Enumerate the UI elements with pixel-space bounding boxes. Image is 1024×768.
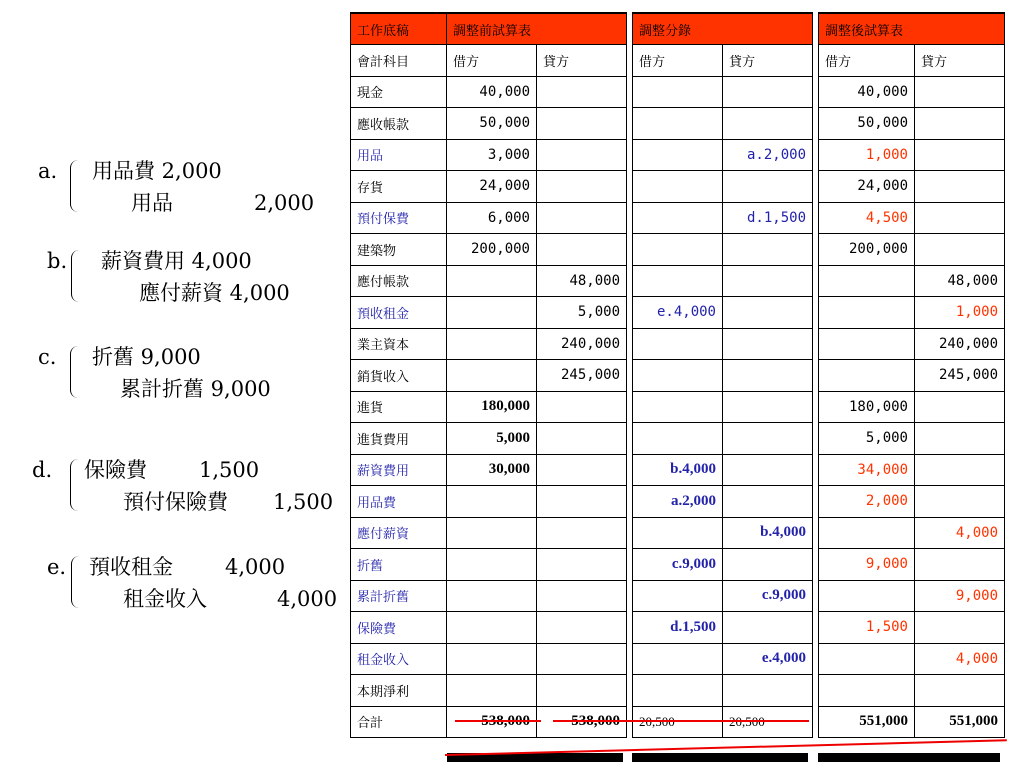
adj-debit-cell [633, 76, 723, 108]
pre-credit-cell [537, 108, 627, 140]
pre-credit-cell [537, 423, 627, 455]
adj-debit-cell [633, 580, 723, 612]
table-subheader-row [819, 45, 1005, 77]
pre-credit-cell: 245,000 [537, 360, 627, 392]
pre-credit-cell [537, 612, 627, 644]
table-row [351, 265, 627, 297]
pre-credit-cell: 240,000 [537, 328, 627, 360]
account-name-cell: 預收租金 [351, 297, 447, 329]
pre-debit-cell: 180,000 [447, 391, 537, 423]
pre-credit-cell [537, 202, 627, 234]
entry-credit-amount: 2,000 [254, 191, 315, 215]
adj-credit-cell [723, 454, 813, 486]
pre-debit-cell [447, 486, 537, 518]
adj-debit-cell [633, 517, 723, 549]
table-row [633, 202, 813, 234]
table-row [351, 139, 627, 171]
underline-mark [553, 720, 809, 722]
credit-header: 貸方 [723, 45, 813, 77]
table-subheader-row [633, 45, 813, 77]
account-name-cell: 薪資費用 [351, 454, 447, 486]
pre-credit-cell [537, 643, 627, 675]
pre-credit-cell [537, 234, 627, 266]
adj-debit-cell: a.2,000 [633, 486, 723, 518]
table-row [633, 675, 813, 707]
entry-letter: c. [38, 345, 57, 369]
adj-credit-cell [723, 265, 813, 297]
post-debit-cell: 9,000 [819, 549, 915, 581]
pre-debit-cell: 40,000 [447, 76, 537, 108]
account-name-cell: 應付帳款 [351, 265, 447, 297]
pre-debit-cell [447, 549, 537, 581]
adj-credit-cell [723, 360, 813, 392]
pre-debit-cell [447, 265, 537, 297]
pre-debit-cell: 6,000 [447, 202, 537, 234]
table-row [351, 108, 627, 140]
post-debit-cell: 180,000 [819, 391, 915, 423]
underline-mark [455, 720, 541, 722]
table-row [819, 549, 1005, 581]
adj-debit-cell [633, 328, 723, 360]
table-row [351, 171, 627, 203]
account-name-cell: 業主資本 [351, 328, 447, 360]
adj-credit-cell [723, 612, 813, 644]
table-row [351, 675, 627, 707]
table-row [819, 391, 1005, 423]
table-row [819, 171, 1005, 203]
debit-header: 借方 [447, 45, 537, 77]
post-debit-cell [819, 328, 915, 360]
post-credit-cell [915, 76, 1005, 108]
adj-credit-cell [723, 297, 813, 329]
table-row [351, 612, 627, 644]
debit-header: 借方 [819, 45, 915, 77]
entry-letter: d. [32, 458, 53, 482]
brace-icon [70, 160, 79, 212]
table-header-row [819, 13, 1005, 45]
table-row [819, 454, 1005, 486]
adj-debit-cell [633, 108, 723, 140]
pre-credit-cell [537, 139, 627, 171]
account-name-cell: 應付薪資 [351, 517, 447, 549]
table-row [819, 517, 1005, 549]
post-debit-cell: 4,500 [819, 202, 915, 234]
table-row [633, 234, 813, 266]
table-row [351, 202, 627, 234]
adj-debit-cell: b.4,000 [633, 454, 723, 486]
account-name-cell: 存貨 [351, 171, 447, 203]
adj-debit-cell [633, 643, 723, 675]
brace-icon [71, 250, 80, 302]
adj-credit-cell [723, 675, 813, 707]
account-name-cell: 保險費 [351, 612, 447, 644]
pre-debit-cell [447, 580, 537, 612]
post-credit-cell: 240,000 [915, 328, 1005, 360]
debit-header: 借方 [633, 45, 723, 77]
entry-b [47, 246, 347, 310]
post-debit-cell [819, 517, 915, 549]
pre-debit-cell: 24,000 [447, 171, 537, 203]
post-debit-cell [819, 360, 915, 392]
table-row [819, 486, 1005, 518]
credit-header: 貸方 [915, 45, 1005, 77]
table-row [819, 297, 1005, 329]
entry-debit-line: 折舊 9,000 [92, 345, 201, 369]
post-credit-cell: 4,000 [915, 643, 1005, 675]
table-row [633, 328, 813, 360]
post-credit-cell [915, 549, 1005, 581]
table-row [351, 454, 627, 486]
entry-credit-amount: 1,500 [273, 490, 334, 514]
adj-debit-cell [633, 202, 723, 234]
post-debit-cell: 40,000 [819, 76, 915, 108]
table-row [633, 423, 813, 455]
adj-credit-cell: c.9,000 [723, 580, 813, 612]
table-row [633, 360, 813, 392]
brace-icon [70, 346, 79, 398]
adj-debit-cell [633, 423, 723, 455]
pre-credit-cell [537, 171, 627, 203]
post-debit-cell: 5,000 [819, 423, 915, 455]
adj-debit-cell: e.4,000 [633, 297, 723, 329]
post-trial-header: 調整後試算表 [819, 13, 1005, 45]
adj-credit-cell: d.1,500 [723, 202, 813, 234]
post-credit-cell [915, 612, 1005, 644]
entry-e [47, 552, 347, 616]
adj-debit-cell [633, 675, 723, 707]
table-row [819, 108, 1005, 140]
post-credit-cell [915, 675, 1005, 707]
account-name-cell: 進貨 [351, 391, 447, 423]
adj-credit-cell [723, 391, 813, 423]
pre-credit-cell [537, 486, 627, 518]
adj-debit-cell [633, 139, 723, 171]
entry-credit-amount: 4,000 [277, 587, 338, 611]
table-row [351, 423, 627, 455]
table-row [633, 612, 813, 644]
entry-debit-line: 薪資費用 4,000 [101, 249, 252, 273]
table-row [351, 643, 627, 675]
post-credit-cell [915, 139, 1005, 171]
pre-credit-cell [537, 517, 627, 549]
account-name-cell: 用品費 [351, 486, 447, 518]
adj-credit-cell: a.2,000 [723, 139, 813, 171]
post-credit-cell [915, 234, 1005, 266]
entry-debit-amount: 4,000 [225, 555, 286, 579]
post-debit-cell: 1,000 [819, 139, 915, 171]
table-row [819, 328, 1005, 360]
table-row [633, 454, 813, 486]
table-row [633, 517, 813, 549]
pre-credit-cell [537, 391, 627, 423]
adj-credit-cell [723, 549, 813, 581]
account-name-cell: 銷貨收入 [351, 360, 447, 392]
post-credit-cell [915, 486, 1005, 518]
account-name-cell: 累計折舊 [351, 580, 447, 612]
entry-credit-account: 用品 [131, 191, 173, 215]
adj-debit-cell: d.1,500 [633, 612, 723, 644]
adj-credit-cell [723, 76, 813, 108]
table-row [819, 202, 1005, 234]
post-debit-cell: 2,000 [819, 486, 915, 518]
table-row [351, 234, 627, 266]
brace-icon [71, 556, 80, 608]
pre-credit-cell [537, 580, 627, 612]
table-row [351, 517, 627, 549]
table-row [819, 234, 1005, 266]
post-debit-cell [819, 580, 915, 612]
pre-debit-cell [447, 297, 537, 329]
pre-credit-cell [537, 76, 627, 108]
adj-credit-cell [723, 108, 813, 140]
table-row [633, 580, 813, 612]
table-bottom-bar [818, 753, 1000, 762]
entry-debit-line: 用品費 2,000 [92, 159, 222, 183]
post-credit-cell: 48,000 [915, 265, 1005, 297]
table-row [633, 486, 813, 518]
pre-debit-cell [447, 517, 537, 549]
account-name-cell: 現金 [351, 76, 447, 108]
post-debit-cell: 200,000 [819, 234, 915, 266]
table-row [633, 549, 813, 581]
account-name-cell: 進貨費用 [351, 423, 447, 455]
entry-c [38, 342, 338, 406]
post-debit-cell [819, 265, 915, 297]
post-debit-cell: 50,000 [819, 108, 915, 140]
adj-credit-cell [723, 423, 813, 455]
adj-credit-cell [723, 234, 813, 266]
post-credit-cell [915, 454, 1005, 486]
post-credit-cell [915, 391, 1005, 423]
account-name-cell: 租金收入 [351, 643, 447, 675]
post-debit-cell: 24,000 [819, 171, 915, 203]
brace-icon [70, 459, 79, 511]
table-row [633, 76, 813, 108]
table-row [633, 265, 813, 297]
post-credit-cell [915, 171, 1005, 203]
post-credit-cell [915, 108, 1005, 140]
credit-header: 貸方 [537, 45, 627, 77]
table-row [351, 360, 627, 392]
adj-debit-cell [633, 234, 723, 266]
table-header-row [633, 13, 813, 45]
table-row [633, 643, 813, 675]
account-name-cell: 用品 [351, 139, 447, 171]
adj-debit-cell [633, 391, 723, 423]
table-row [819, 423, 1005, 455]
table-row [819, 139, 1005, 171]
entry-letter: a. [38, 159, 58, 183]
pre-debit-cell [447, 612, 537, 644]
account-name-cell: 應收帳款 [351, 108, 447, 140]
adj-debit-cell [633, 360, 723, 392]
table-row [819, 580, 1005, 612]
account-name-cell: 預付保費 [351, 202, 447, 234]
adj-debit-cell: c.9,000 [633, 549, 723, 581]
post-credit-total: 551,000 [915, 706, 1005, 738]
entry-d [32, 455, 342, 519]
post-debit-cell [819, 675, 915, 707]
table-subheader-row [351, 45, 627, 77]
table-row [819, 360, 1005, 392]
entry-credit-account: 租金收入 [123, 587, 207, 611]
table-row [819, 265, 1005, 297]
pre-debit-cell [447, 675, 537, 707]
table-row [633, 108, 813, 140]
post-credit-cell: 9,000 [915, 580, 1005, 612]
entry-letter: b. [47, 249, 68, 273]
totals-label: 合計 [351, 706, 447, 738]
post-debit-cell: 1,500 [819, 612, 915, 644]
table-row [351, 486, 627, 518]
pre-debit-cell: 30,000 [447, 454, 537, 486]
entry-debit-account: 預收租金 [89, 555, 173, 579]
adjustments-header: 調整分錄 [633, 13, 813, 45]
table-row [351, 549, 627, 581]
worksheet-header: 工作底稿 [351, 13, 447, 45]
adj-credit-cell [723, 486, 813, 518]
entry-a [38, 156, 338, 220]
account-header: 會計科目 [351, 45, 447, 77]
entry-debit-account: 保險費 [84, 458, 147, 482]
table-row [819, 612, 1005, 644]
pre-credit-cell [537, 549, 627, 581]
pre-debit-cell: 50,000 [447, 108, 537, 140]
table-row [633, 297, 813, 329]
post-credit-cell: 245,000 [915, 360, 1005, 392]
adj-debit-cell [633, 171, 723, 203]
table-row [351, 391, 627, 423]
entry-credit-line: 累計折舊 9,000 [120, 377, 271, 401]
post-debit-total: 551,000 [819, 706, 915, 738]
pre-trial-header: 調整前試算表 [447, 13, 627, 45]
table-row [351, 328, 627, 360]
adj-credit-cell [723, 171, 813, 203]
post-debit-cell: 34,000 [819, 454, 915, 486]
post-credit-cell: 4,000 [915, 517, 1005, 549]
table-row [633, 139, 813, 171]
entry-credit-line: 應付薪資 4,000 [139, 281, 290, 305]
adjusting-entries-table [632, 12, 813, 738]
entry-letter: e. [47, 555, 67, 579]
post-credit-cell [915, 202, 1005, 234]
pre-debit-cell [447, 360, 537, 392]
pre-debit-cell: 3,000 [447, 139, 537, 171]
account-name-cell: 本期淨利 [351, 675, 447, 707]
table-row [819, 675, 1005, 707]
table-row [819, 643, 1005, 675]
pre-adjustment-trial-balance-table [350, 12, 627, 738]
account-name-cell: 建築物 [351, 234, 447, 266]
table-bottom-bar [632, 753, 808, 762]
table-row [351, 580, 627, 612]
table-header-row [351, 13, 627, 45]
table-row [633, 391, 813, 423]
pre-debit-cell [447, 643, 537, 675]
post-debit-cell [819, 297, 915, 329]
entry-debit-amount: 1,500 [199, 458, 260, 482]
table-row [633, 171, 813, 203]
post-debit-cell [819, 643, 915, 675]
adj-credit-cell: b.4,000 [723, 517, 813, 549]
table-row [351, 297, 627, 329]
pre-credit-cell [537, 454, 627, 486]
post-credit-cell [915, 423, 1005, 455]
pre-credit-cell: 48,000 [537, 265, 627, 297]
table-row [819, 76, 1005, 108]
post-adjustment-trial-balance-table [818, 12, 1005, 738]
pre-debit-cell [447, 328, 537, 360]
adj-debit-cell [633, 265, 723, 297]
account-name-cell: 折舊 [351, 549, 447, 581]
pre-debit-cell: 5,000 [447, 423, 537, 455]
totals-row [819, 706, 1005, 738]
entry-credit-account: 預付保險費 [123, 490, 228, 514]
table-row [351, 76, 627, 108]
post-credit-cell: 1,000 [915, 297, 1005, 329]
pre-credit-cell [537, 675, 627, 707]
adj-credit-cell [723, 328, 813, 360]
pre-credit-cell: 5,000 [537, 297, 627, 329]
pre-debit-cell: 200,000 [447, 234, 537, 266]
adj-credit-cell: e.4,000 [723, 643, 813, 675]
